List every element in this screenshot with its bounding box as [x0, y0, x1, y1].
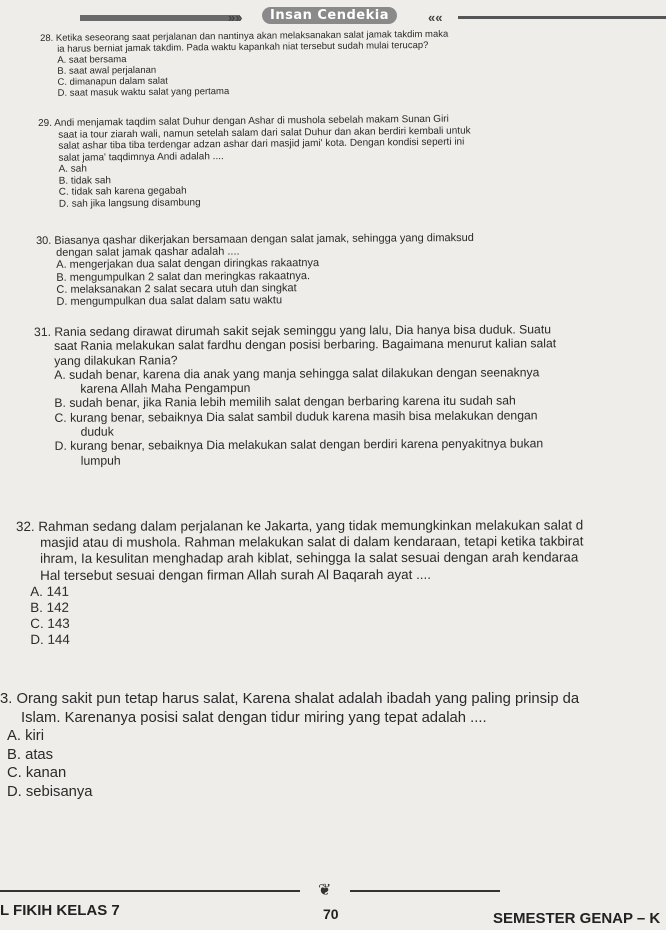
answer-option: B. 142 — [30, 599, 69, 615]
footer-divider-left — [0, 890, 300, 892]
answer-option: duduk — [80, 424, 114, 439]
answer-option: C. 143 — [30, 616, 70, 632]
answer-option: C. kanan — [7, 765, 67, 781]
chevron-right-icon: »» — [228, 10, 243, 25]
question-30 — [36, 230, 666, 308]
answer-option: D. saat masuk waktu salat yang pertama — [57, 86, 230, 99]
answer-option: B. saat awal perjalanan — [57, 64, 157, 77]
page-footer — [0, 880, 666, 930]
page-number: 70 — [323, 906, 339, 922]
answer-option: B. tidak sah — [58, 174, 111, 187]
answer-option: A. saat bersama — [57, 54, 127, 66]
answer-option: karena Allah Maha Pengampun — [80, 381, 251, 396]
answer-option: D. mengumpulkan dua salat dalam satu waktu — [56, 294, 283, 308]
question-text: ihram, Ia kesulitan menghadap arah kiblat, sehingga Ia salat sesuai dengan arah kendaraa — [40, 549, 579, 567]
footer-subject: L FIKIH KELAS 7 — [0, 902, 120, 919]
header-bar-left — [80, 15, 240, 21]
answer-option: B. mengumpulkan 2 salat dan meringkas rakaatnya. — [56, 269, 311, 284]
leaf-ornament-icon: ❦ — [318, 882, 332, 899]
answer-option: A. sah — [58, 163, 87, 175]
footer-divider-right — [350, 890, 500, 892]
answer-option: C. kurang benar, sebaiknya Dia salat sambil duduk karena masih bisa melakukan dengan — [54, 408, 538, 425]
question-text: ia harus berniat jamak takdim. Pada waktu kapankah niat tersebut sudah mulai terucap? — [57, 39, 429, 55]
chevron-left-icon: «« — [428, 10, 443, 25]
header-bar-right — [458, 16, 666, 19]
question-text: 32. Rahman sedang dalam perjalanan ke Jakarta, yang tidak memungkinkan melakukan salat d — [16, 517, 584, 534]
question-text: saat ia tour ziarah wali, namun setelah salam dari salat Duhur dan akan berdiri kembali untuk — [58, 124, 471, 141]
answer-option: lumpuh — [80, 453, 121, 468]
question-29 — [38, 111, 666, 210]
answer-option: A. sudah benar, karena dia anak yang manja sehingga salat dilakukan dengan seenaknya — [54, 365, 540, 382]
header-title: Insan Cendekia — [262, 7, 397, 24]
question-text: Hal tersebut sesuai dengan firman Allah surah Al Baqarah ayat .... — [40, 566, 431, 583]
question-text: dengan salat jamak qashar adalah .... — [56, 245, 240, 260]
question-text: 30. Biasanya qashar dikerjakan bersamaan dengan salat jamak, sehingga yang dimaksud — [36, 231, 474, 247]
question-28 — [40, 26, 666, 99]
question-32 — [16, 517, 666, 648]
question-text: 31. Rania sedang dirawat dirumah sakit sejak seminggu yang lalu, Dia hanya bisa duduk. Suatu — [34, 322, 552, 339]
answer-option: D. 144 — [30, 632, 70, 648]
question-text: yang dilakukan Rania? — [54, 352, 178, 368]
question-33 — [0, 690, 660, 801]
answer-option: A. 141 — [30, 583, 69, 599]
answer-option: B. sudah benar, jika Rania lebih memilih salat dengan berbaring karena itu sudah sah — [54, 393, 516, 411]
question-text: 3. Orang sakit pun tetap harus salat, Karena shalat adalah ibadah yang paling prinsip da — [0, 691, 580, 707]
question-text: Islam. Karenanya posisi salat dengan tidur miring yang tepat adalah .... — [21, 709, 487, 726]
answer-option: B. atas — [7, 746, 54, 763]
question-text: salat ashar tiba tiba terdengar adzan ashar dari masjid jami' kota. Dengan kondisi seperti ini — [58, 136, 465, 152]
answer-option: D. sah jika langsung disambung — [58, 196, 201, 210]
page-header — [80, 6, 640, 28]
answer-option: D. kurang benar, sebaiknya Dia melakukan salat dengan berdiri karena penyakitnya bukan — [54, 436, 544, 454]
answer-option: C. dimanapun dalam salat — [57, 75, 168, 88]
question-text: salat jama' taqdimnya Andi adalah .... — [58, 150, 224, 164]
footer-semester: SEMESTER GENAP – K — [493, 910, 661, 927]
question-text: 28. Ketika seseorang saat perjalanan dan nantinya akan melaksanakan salat jamak takdim maka — [40, 28, 449, 44]
question-31 — [34, 322, 666, 468]
question-text: masjid atau di mushola. Rahman melakukan salat di dalam kendaraan, tetapi ketika takbirat — [40, 533, 584, 551]
answer-option: C. melaksanakan 2 salat secara utuh dan singkat — [56, 281, 297, 296]
question-text: saat Rania melakukan salat fardhu dengan posisi berbaring. Bagaimana menurut kalian salat — [54, 336, 557, 354]
answer-option: C. tidak sah karena gegabah — [58, 185, 187, 198]
answer-option: A. mengerjakan dua salat dengan diringkas rakaatnya — [56, 257, 320, 272]
answer-option: D. sebisanya — [7, 783, 93, 800]
question-text: 29. Andi menjamak taqdim salat Duhur dengan Ashar di mushola sebelah makam Sunan Giri — [38, 113, 449, 129]
answer-option: A. kiri — [7, 728, 44, 744]
